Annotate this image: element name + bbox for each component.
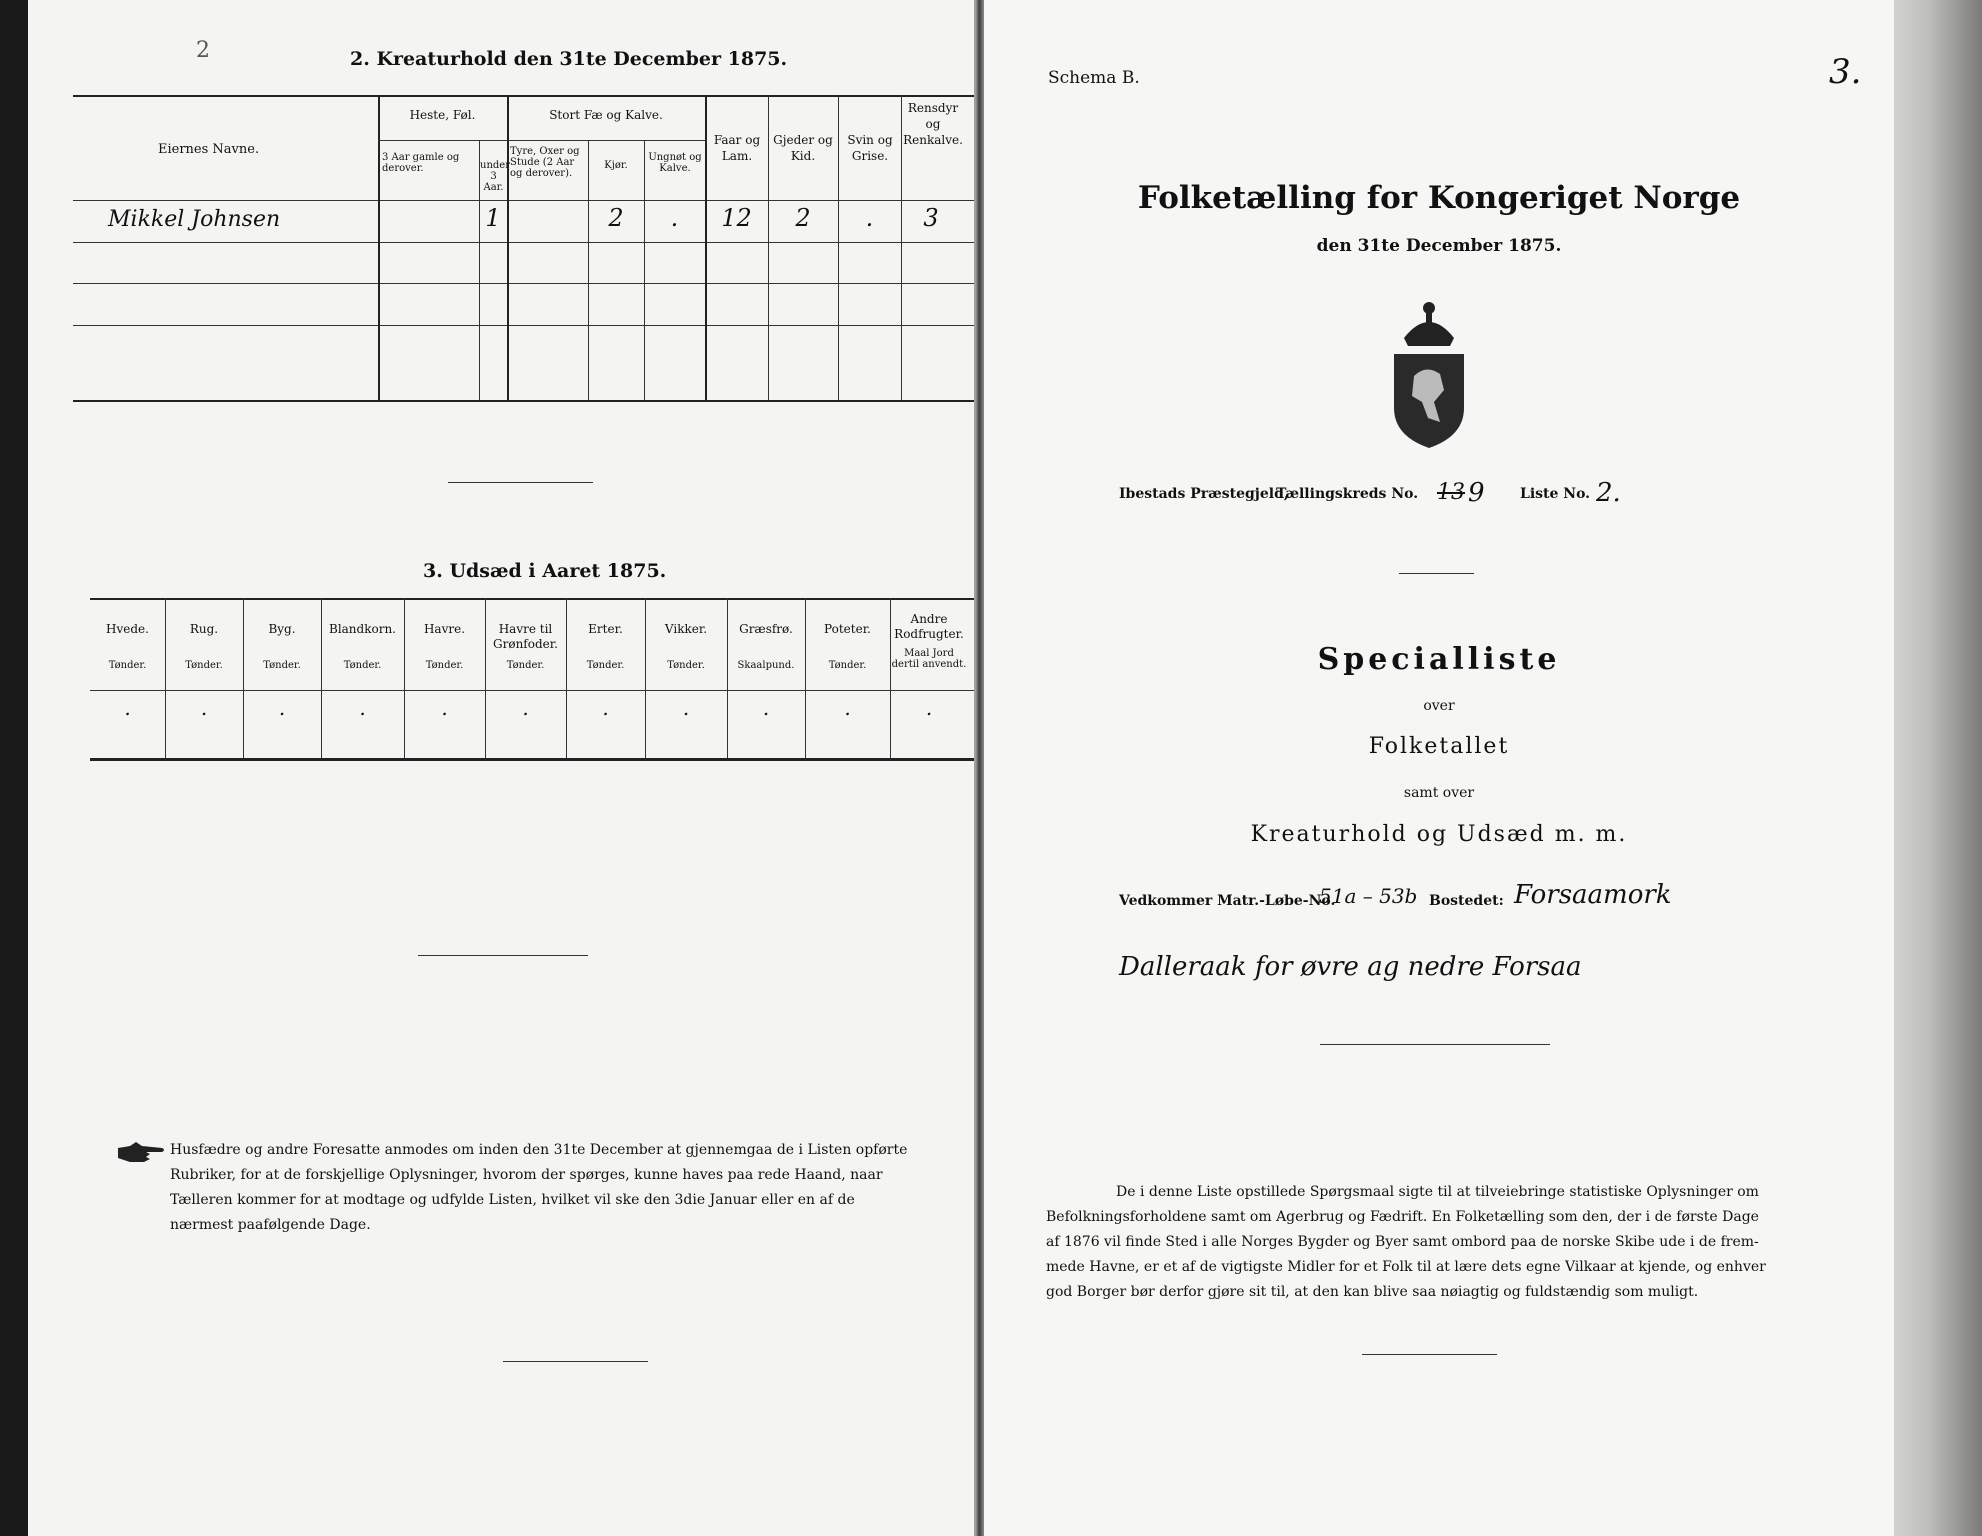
sowing-col-unit: Skaalpund. [737,660,795,671]
cell-pigs: . [865,204,874,232]
sowing-col-header: Havre. [423,622,466,636]
sowing-col-unit: Tønder. [343,660,382,671]
right-page [984,0,1894,1536]
sowing-col-unit: Tønder. [667,660,705,671]
sowing-col-value: . [762,696,770,720]
cell-cows: 2 [608,204,624,232]
samt-over-label: samt over [1403,785,1475,801]
col-goats: Gjeder og Kid. [773,133,833,163]
cell-calves: . [670,204,679,232]
footer-text [1046,1180,1866,1305]
district-crossed: 13 [1437,480,1465,505]
sowing-col-unit: Tønder. [425,660,464,671]
owner-header: Eiernes Navne. [158,142,260,157]
left-page [28,0,974,1536]
notice-line: nærmest paafølgende Dage. [170,1217,371,1233]
parish-label: Ibestads Præstegjeld, [1119,486,1289,502]
sowing-col-unit: Tønder. [506,660,545,671]
sowing-col-header: Byg. [268,622,296,636]
bosted-value: Forsaamork [1514,880,1672,910]
sowing-col-unit: Tønder. [586,660,625,671]
footer-line: af 1876 vil finde Sted i alle Norges Bygder og Byer samt ombord paa de norske Skibe ude i de frem- [1046,1234,1759,1250]
footer-line: Befolkningsforholdene samt om Agerbrug og Fædrift. En Folketælling som den, der i de første Dage [1046,1209,1759,1225]
section2-title: 2. Kreaturhold den 31te December 1875. [350,48,788,70]
district-label: Tællingskreds No. [1276,486,1419,502]
cell-reindeer: 3 [923,204,939,232]
cattle-col-bulls: Tyre, Oxer og Stude (2 Aar og derover). [510,146,580,179]
cattle-col-cows: Kjør. [604,160,628,171]
district-value: 9 [1468,478,1485,508]
owner-name: Mikkel Johnsen [108,207,281,232]
over-label: over [1423,698,1455,714]
specialliste-title: Specialliste [1317,642,1561,677]
sowing-col-value: . [200,696,208,720]
notice-text [170,1138,970,1238]
sowing-col-header: Andre Rodfrugter. [894,612,964,641]
matr-value: 51a – 53b [1319,884,1418,908]
footer-line: mede Havne, er et af de vigtigste Midler for et Folk til at lære dets egne Vilkaar at kjende, og enhver [1046,1259,1766,1275]
sowing-col-header: Hvede. [106,622,149,636]
list-value: 2. [1596,478,1621,508]
sowing-col-value: . [278,696,286,720]
sowing-col-header: Vikker. [664,622,708,636]
col-pigs: Svin og Grise. [847,133,893,163]
notice-line: Tælleren kommer for at modtage og udfylde Listen, hvilket vil ske den 3die Januar eller en af de [170,1192,855,1208]
coat-of-arms-icon [1384,298,1474,454]
col-sheep: Faar og Lam. [713,133,761,163]
notice-line: Rubriker, for at de forskjellige Oplysninger, hvorom der spørges, kunne haves paa rede Haand, naar [170,1167,883,1183]
sowing-col-unit: Tønder. [263,660,301,671]
notice-line: Husfædre og andre Foresatte anmodes om inden den 31te December at gjennemgaa de i Listen opførte [170,1142,908,1158]
sowing-col-value: . [124,696,131,720]
page-edge-strip [1894,0,1982,1536]
cell-sheep: 12 [721,204,752,232]
col-reindeer: Rensdyr og Renkalve. [903,101,963,147]
kreaturhold-label: Kreaturhold og Udsæd m. m. [1250,822,1628,847]
date-line: den 31te December 1875. [1316,236,1562,256]
sowing-col-unit: Tønder. [828,660,867,671]
sowing-col-value: . [359,696,366,720]
bosted-label: Bostedet: [1429,893,1504,909]
sowing-col-header: Erter. [588,622,623,636]
sowing-col-value: . [682,696,690,720]
section3-title: 3. Udsæd i Aaret 1875. [423,560,667,582]
sowing-col-value: . [522,696,529,720]
sowing-col-unit: Tønder. [185,660,223,671]
sowing-col-header: Poteter. [824,622,871,636]
cattle-group-header: Stort Fæ og Kalve. [549,108,663,122]
main-title: Folketælling for Kongeriget Norge [1137,180,1741,216]
corner-mark: 2 [196,38,210,63]
page-number: 3. [1829,52,1862,92]
bosted-line2: Dalleraak for øvre ag nedre Forsaa [1119,952,1582,982]
list-label: Liste No. [1520,486,1591,502]
horse-col-young: under 3 Aar. [480,160,510,193]
horse-col-adult: 3 Aar gamle og derover. [382,152,460,174]
cell-horses-young: 1 [485,204,501,232]
sowing-col-header: Rug. [189,622,219,636]
sowing-col-unit: Tønder. [108,660,147,671]
sowing-col-value: . [844,696,851,720]
pointing-hand-icon [116,1140,166,1170]
sowing-col-value: . [602,696,609,720]
footer-line: De i denne Liste opstillede Spørgsmaal sigte til at tilveiebringe statistiske Oplysninger om [1116,1184,1759,1200]
sowing-col-unit: Maal Jord dertil anvendt. [891,648,967,670]
sowing-col-header: Blandkorn. [329,622,396,636]
sowing-col-value: . [441,696,448,720]
schema-label: Schema B. [1048,68,1140,88]
footer-line: god Borger bør derfor gjøre sit til, at den kan blive saa nøiagtig og fuldstændig som muligt. [1046,1284,1699,1300]
cattle-col-calves: Ungnøt og Kalve. [648,152,702,174]
matr-label: Vedkommer Matr.-Løbe-No. [1119,893,1336,909]
sowing-col-header: Havre til Grønfoder. [493,622,558,651]
horse-group-header: Heste, Føl. [409,108,476,122]
cell-goats: 2 [795,204,811,232]
folketallet-label: Folketallet [1368,734,1510,759]
sowing-col-header: Græsfrø. [739,622,793,636]
sowing-col-value: . [925,696,933,720]
